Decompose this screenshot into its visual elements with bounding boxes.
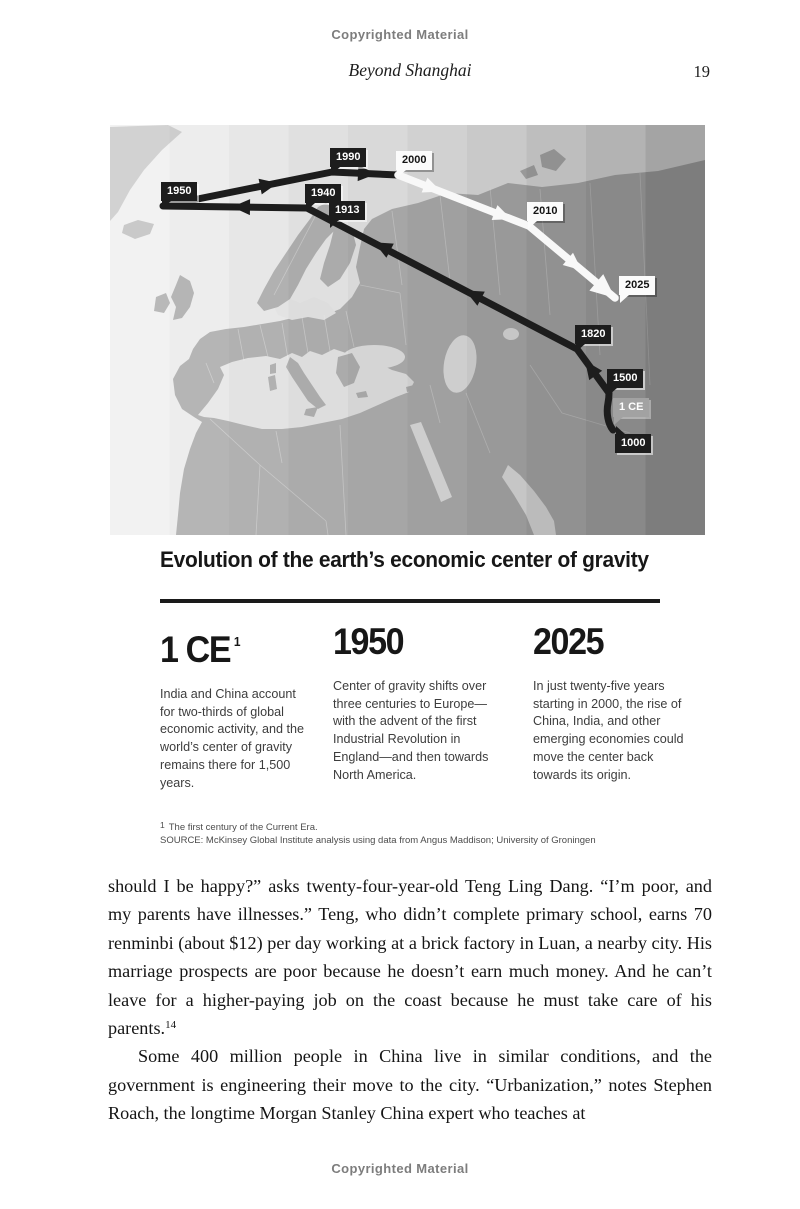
map-year-label: 1950 bbox=[161, 182, 197, 201]
map-year-label: 1940 bbox=[305, 184, 341, 203]
footnote-ref-14: 14 bbox=[165, 1019, 177, 1032]
footnote-text: The first century of the Current Era. bbox=[168, 822, 318, 833]
copyright-bottom-label: Copyrighted Material bbox=[331, 1161, 469, 1176]
column-text: In just twenty-five years starting in 2000, the rise of China, India, and other emerging economies could move the center back towards its origin. bbox=[533, 679, 684, 782]
exhibit-title: Evolution of the earth’s economic center of gravity bbox=[160, 547, 649, 572]
exhibit-column-1950 bbox=[333, 622, 505, 784]
source-line: SOURCE: McKinsey Global Institute analysis using data from Angus Maddison; University of Groningen bbox=[160, 835, 596, 846]
map-year-label: 1 CE bbox=[613, 398, 649, 417]
body-paragraph-1: should I be happy?” asks twenty-four-year-old Teng Ling Dang. “I’m poor, and my parents have illnesses.” Teng, who didn’t complete primary school, earns 70 renminbi (about $12) per day working at a brick factory in Luan, a nearby city. His marriage prospects are poor because he doesn’t earn much money. And he can’t leave for a higher-paying job on the coast because he must take care of his parents.$^{14}$ bbox=[108, 876, 712, 1039]
heading-footnote-marker: 1 bbox=[233, 634, 241, 649]
footnote-marker: 1 bbox=[160, 820, 165, 830]
column-year-heading: 2025 bbox=[533, 621, 604, 662]
copyright-top-label: Copyrighted Material bbox=[331, 27, 469, 42]
map-year-label: 1000 bbox=[615, 434, 651, 453]
body-text bbox=[108, 872, 712, 1128]
map-year-label: 1990 bbox=[330, 148, 366, 167]
column-year-heading: 1950 bbox=[333, 621, 404, 662]
map-year-label: 2000 bbox=[396, 151, 432, 170]
map-year-labels bbox=[110, 125, 705, 535]
map-year-label: 2010 bbox=[527, 202, 563, 221]
exhibit-rule bbox=[160, 599, 660, 603]
running-head: Beyond Shanghai bbox=[348, 60, 472, 80]
map-year-label: 1820 bbox=[575, 325, 611, 344]
exhibit-columns bbox=[160, 621, 684, 817]
exhibit-column-1ce bbox=[160, 622, 312, 792]
body-paragraph-2: Some 400 million people in China live in similar conditions, and the government is engineering their move to the city. “Urbanization,” notes Stephen Roach, the longtime Morgan Stanley China expert who teaches at bbox=[108, 1046, 712, 1124]
map-year-label: 2025 bbox=[619, 276, 655, 295]
footnote-line bbox=[160, 819, 596, 834]
map-year-label: 1913 bbox=[329, 201, 365, 220]
column-text: Center of gravity shifts over three centuries to Europe—with the advent of the first Industrial Revolution in England—and then towards North America. bbox=[333, 679, 489, 782]
exhibit-footnote bbox=[160, 819, 596, 847]
column-year-heading: 1 CE $^1$ bbox=[160, 629, 241, 670]
economic-center-of-gravity-map bbox=[110, 125, 705, 535]
map-year-label: 1500 bbox=[607, 369, 643, 388]
page-number: 19 bbox=[693, 62, 710, 81]
exhibit-column-2025 bbox=[533, 622, 685, 784]
column-text: India and China account for two-thirds of global economic activity, and the world’s center of gravity remains there for 1,500 years. bbox=[160, 687, 304, 790]
